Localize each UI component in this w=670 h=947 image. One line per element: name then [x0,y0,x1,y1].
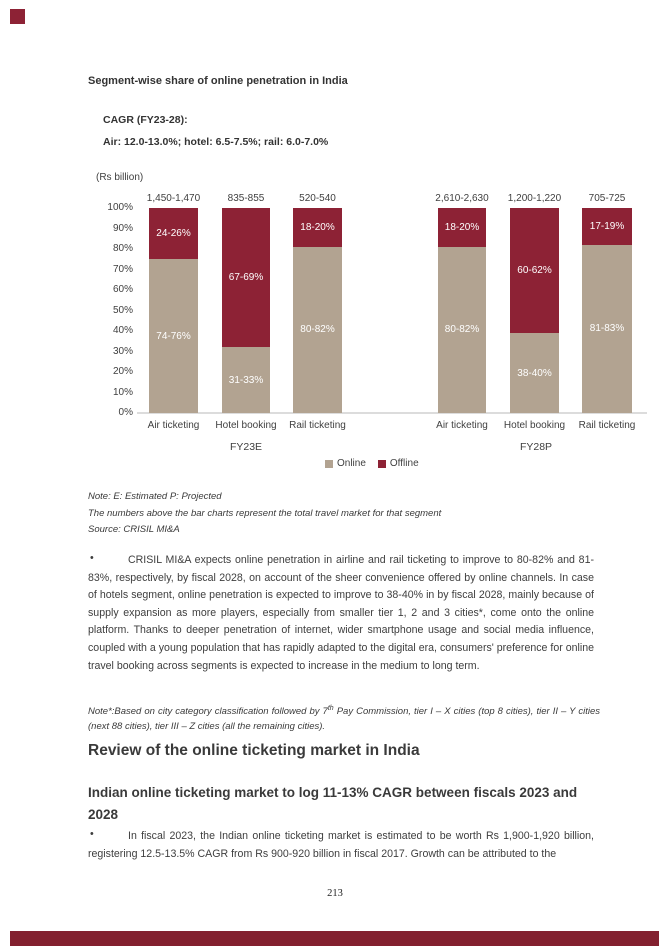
bar-category-label: Rail ticketing [578,420,636,431]
group-label-fy28p: FY28P [519,441,553,453]
y-tick: 90% [112,222,133,234]
y-tick: 80% [112,243,133,254]
bar-segment-online [222,347,270,413]
bar-segment-label: 81-83% [589,323,625,335]
bar-segment-label: 38-40% [517,367,552,379]
y-tick: 0% [118,407,133,418]
y-tick: 100% [107,202,133,213]
bar-total-label: 1,200-1,220 [507,193,562,204]
cagr-heading: CAGR (FY23-28): [103,114,188,126]
bar-segment-online [510,333,559,413]
footnote-text: Pay Commission, tier I – X cities (top 8 cities), tier II – Y cities (next 88 cities), tier III – Z cities (all the remaining cities). [88,706,600,732]
bar-segment-online [293,247,342,413]
y-tick: 20% [112,366,133,377]
legend-offline-label: Offline [389,458,419,469]
bar-segment-label: 67-69% [228,272,264,284]
bar-total-label: 2,610-2,630 [435,193,489,204]
bar-segment-label: 24-26% [156,228,191,240]
bar-category-label: Hotel booking [503,420,566,431]
legend-item-offline [378,458,419,469]
bar-rail-ticketing-fy23e [289,193,346,431]
bar-segment-offline [222,208,270,347]
bar-category-label: Hotel booking [215,420,277,431]
footnote-city-classification [88,702,600,734]
legend-item-online [325,458,366,469]
chart-note-line: The numbers above the bar charts represent the total travel market for that segment [88,507,442,519]
footer-accent-bar [10,931,659,946]
bar-segment-online [438,247,486,413]
bar-segment-label: 60-62% [517,265,552,277]
bar-hotel-booking-fy28p [503,193,566,431]
chart-legend [325,458,419,469]
bar-category-label: Air ticketing [147,420,200,431]
bar-category-label: Air ticketing [436,420,488,431]
legend-online-label: Online [337,458,366,469]
cagr-block [103,109,328,153]
figure-title: Segment-wise share of online penetration in India [88,75,348,87]
chart-unit-label: (Rs billion) [96,172,144,183]
footnote-superscript: th [327,705,334,712]
bar-segment-label: 80-82% [300,324,335,336]
chart-notes [88,489,441,539]
y-tick: 40% [112,325,133,336]
bar-segment-label: 74-76% [156,330,191,342]
bar-segment-offline [438,208,486,247]
x-axis-baseline [137,412,647,414]
y-tick: 10% [112,386,133,398]
section-heading: Review of the online ticketing market in India [88,742,420,759]
bar-total-label: 835-855 [227,193,265,204]
bar-segment-offline [582,208,632,245]
bar-segment-label: 18-20% [444,221,480,233]
bar-segment-offline [510,208,559,333]
bar-total-label: 520-540 [299,193,336,204]
y-tick: 50% [112,304,133,316]
bar-category-label: Rail ticketing [289,420,346,431]
bar-segment-label: 31-33% [228,374,264,386]
bar-segment-label: 80-82% [444,324,480,336]
bar-segment-online [149,259,198,413]
bullet-icon: • [90,828,94,840]
cagr-detail: Air: 12.0-13.0%; hotel: 6.5-7.5%; rail: 6.0-7.0% [103,136,329,148]
bar-segment-offline [149,208,198,259]
y-tick: 60% [112,284,133,295]
bar-air-ticketing-fy23e [146,193,201,431]
bar-total-label: 1,450-1,470 [146,193,201,204]
footnote-text: Note*:Based on city category classification followed by 7 [88,706,328,718]
y-tick: 30% [112,345,133,357]
bar-rail-ticketing-fy28p [578,193,636,431]
page-number: 213 [327,888,343,899]
chart-note-line: Note: E: Estimated P: Projected [88,491,222,502]
bar-air-ticketing-fy28p [435,193,489,431]
bullet-icon: • [90,552,94,564]
bar-segment-label: 17-19% [589,220,625,232]
bar-segment-label: 18-20% [300,221,335,233]
y-axis-tick-labels [80,201,133,420]
section-subheading: Indian online ticketing market to log 11-13% CAGR between fiscals 2023 and 2028 [88,785,578,822]
bar-segment-online [582,245,632,413]
legend-offline-swatch-icon [378,460,386,468]
y-tick: 70% [112,263,133,275]
body-paragraph-1-text: CRISIL MI&A expects online penetration in airline and rail ticketing to improve to 80-82% and 81-83%, respectively, by fiscal 2028, on account of the sheer convenience offered by online channels. In case of hotels segment, online penetration is expected to improve to 38-40% in by fiscal 2028, mainly because of supply expansion as more players, especially from smaller tier 1, 2 and 3 cities*, come onto the online platform. Thanks to deeper penetration of internet, wider smartphone usage and social media influence, coupled with a young population that has rapidly adapted to the digital era, consumers' preference for online travel booking across segments is expected to increase in the medium to long term. [88,554,594,672]
body-paragraph-2-text: In fiscal 2023, the Indian online ticketing market is estimated to be worth Rs 1,900-1,920 billion, registering 12.5-13.5% CAGR from Rs 900-920 billion in fiscal 2017. Growth can be attributed to the [88,830,594,860]
chart-note-line: Source: CRISIL MI&A [88,524,180,535]
brand-mark-square [10,9,25,24]
bar-segment-offline [293,208,342,247]
group-label-fy23e: FY23E [229,441,263,453]
body-paragraph-1 [88,552,594,675]
body-paragraph-2 [88,828,594,863]
bar-total-label: 705-725 [588,193,626,204]
legend-online-swatch-icon [325,460,333,468]
bar-hotel-booking-fy23e [215,193,277,431]
